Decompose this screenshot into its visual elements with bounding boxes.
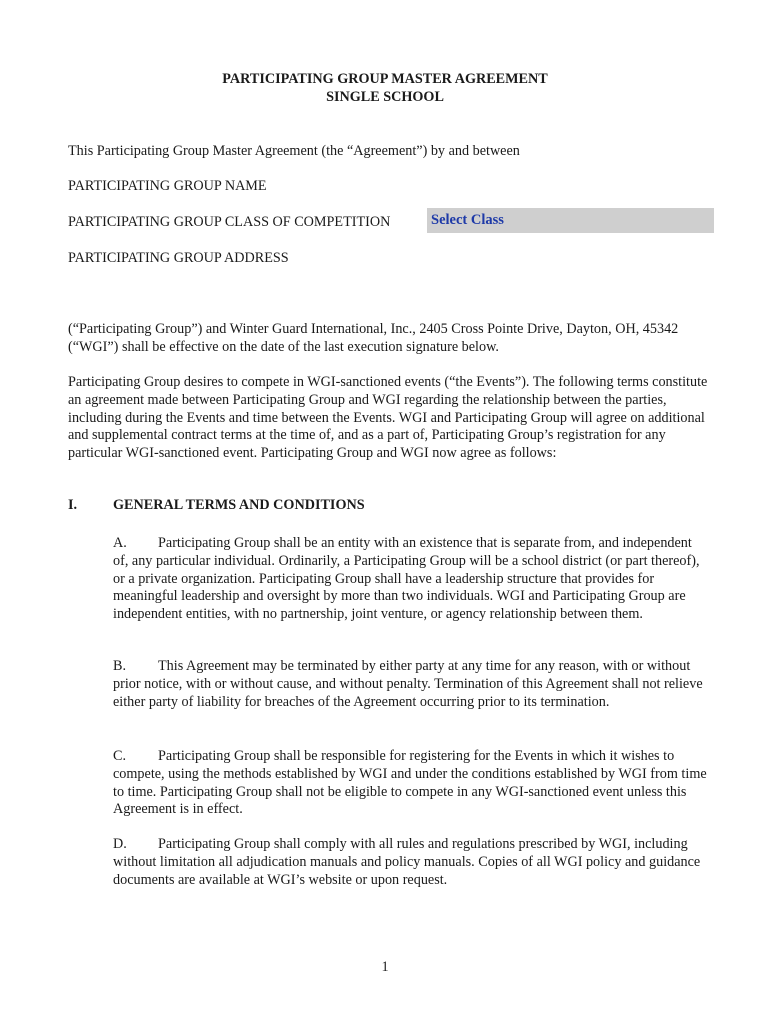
clause-text: Participating Group shall be an entity with an existence that is separate from, and independent of, any particular individual. Ordinarily, a Participating Group will be a school district (or part thereof), or a private organization. Participating Group shall have a leadership structure that provides for meaningful leadership and oversight by more than two individuals. WGI and Participating Group are independent entities, with no partnership, joint venture, or agency relationship between them. [113, 535, 700, 623]
class-of-competition-label: PARTICIPATING GROUP CLASS OF COMPETITION [68, 214, 391, 230]
group-address-label: PARTICIPATING GROUP ADDRESS [68, 250, 289, 266]
page-number: 1 [381, 959, 389, 975]
clause-text: Participating Group shall be responsible for registering for the Events in which it wishes to compete, using the methods established by WGI and under the conditions established by WGI from time to time. Participating Group shall not be eligible to compete in any WGI-sanctioned event unless this Agreement is in effect. [113, 748, 707, 818]
section-heading: GENERAL TERMS AND CONDITIONS [113, 497, 365, 513]
document-title-line1: PARTICIPATING GROUP MASTER AGREEMENT [222, 71, 548, 87]
clause-letter: B. [113, 658, 127, 674]
clause-d [113, 836, 708, 889]
clause-c [113, 748, 708, 819]
document-title-line2: SINGLE SCHOOL [326, 89, 444, 105]
section-number: I. [68, 497, 78, 513]
clause-text: This Agreement may be terminated by either party at any time for any reason, with or without prior notice, with or without cause, and without penalty. Termination of this Agreement shall not relieve either party of liability for breaches of the Agreement occurring prior to its termination. [113, 658, 703, 710]
group-name-label: PARTICIPATING GROUP NAME [68, 178, 267, 194]
agreement-effective-paragraph: (“Participating Group”) and Winter Guard International, Inc., 2405 Cross Pointe Drive, Dayton, OH, 45342 (“WGI”) shall be effective on the date of the last execution signature below. [68, 321, 679, 355]
class-select-field[interactable] [427, 208, 714, 233]
agreement-purpose-paragraph: Participating Group desires to compete in WGI-sanctioned events (“the Events”). The following terms constitute an agreement made between Participating Group and WGI regarding the relationship between the parties, including during the Events and time between the Events. WGI and Participating Group will agree on additional and supplemental contract terms at the time of, and as a part of, Participating Group’s registration for any particular WGI-sanctioned event. Participating Group and WGI now agree as follows: [68, 374, 708, 462]
clause-b [113, 658, 708, 711]
clause-a [113, 535, 708, 624]
intro-text: This Participating Group Master Agreement (the “Agreement”) by and between [68, 143, 520, 159]
class-select-value: Select Class [431, 212, 504, 228]
clause-letter: C. [113, 748, 127, 764]
clause-letter: A. [113, 535, 127, 551]
clause-letter: D. [113, 836, 127, 852]
clause-text: Participating Group shall comply with all rules and regulations prescribed by WGI, including without limitation all adjudication manuals and policy manuals. Copies of all WGI policy and guidance documents are available at WGI’s website or upon request. [113, 836, 701, 888]
